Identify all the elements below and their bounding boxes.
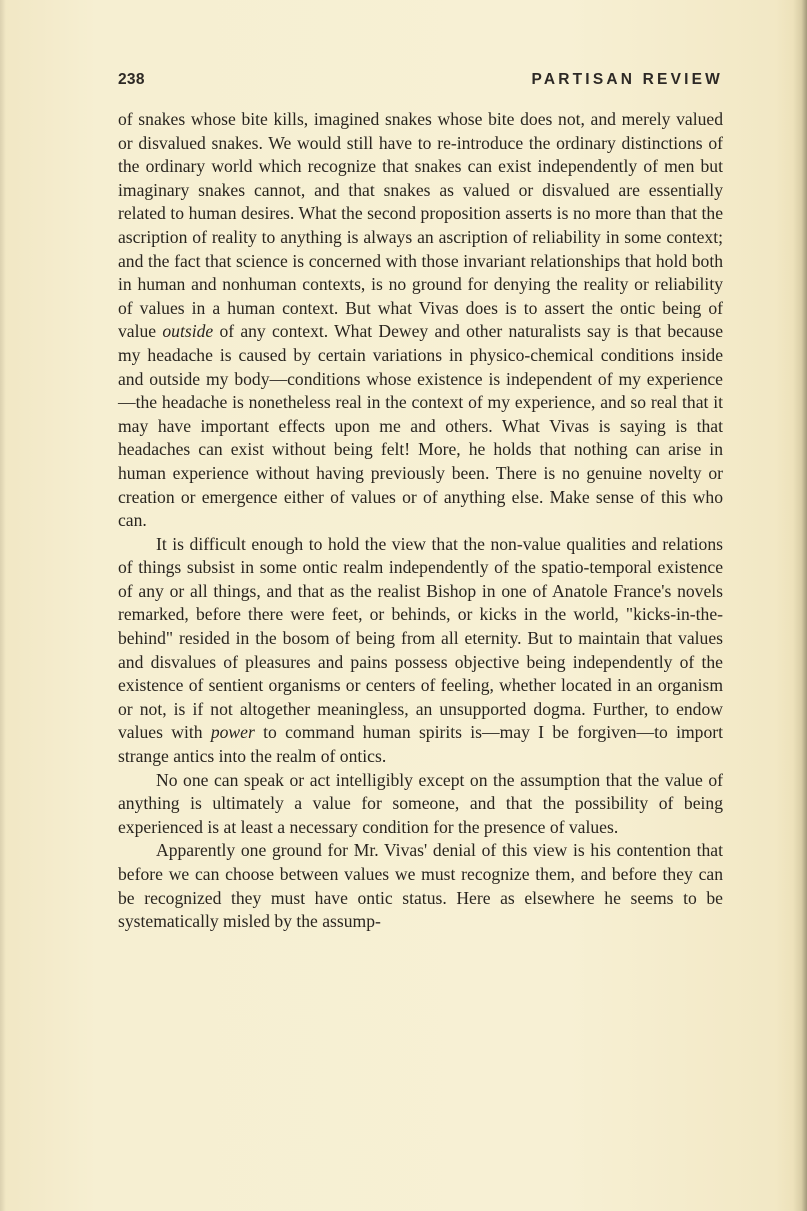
paragraph-2-tail: to command human spirits is—may I be forgiven—to import strange antics into the realm of ontics. — [118, 722, 723, 767]
running-head: PARTISAN REVIEW — [531, 71, 723, 88]
body-text — [118, 108, 723, 934]
paragraph-1-emphasis: outside — [162, 321, 214, 342]
paragraph-2 — [118, 533, 723, 769]
paragraph-4-text: Apparently one ground for Mr. Vivas' denial of this view is his contention that before we can choose between values we must recognize them, and before they can be recognized they must have ontic status. Here as elsewhere he seems to be systematically misled by the assump- — [118, 840, 723, 932]
page-header — [118, 71, 723, 97]
paragraph-1-text: of snakes whose bite kills, imagined snakes whose bite does not, and merely valued or disvalued snakes. We would still have to re-introduce the ordinary distinctions of the ordinary world which recognize that snakes can exist independently of men but imaginary snakes cannot, and that snakes as valued or disvalued are essentially related to human desires. What the second proposition asserts is no more than that the ascription of reality to anything is always an ascription of reliability in some context; and the fact that science is concerned with those invariant relationships that hold both in human and nonhuman contexts, is no ground for denying the reality or reliability of values in a human context. But what Vivas does is to assert the ontic being of value — [118, 109, 723, 342]
paragraph-3-text: No one can speak or act intelligibly except on the assumption that the value of anything is ultimately a value for someone, and that the possibility of being experienced is at least a necessary condition for the presence of values. — [118, 769, 723, 837]
paragraph-4 — [118, 839, 723, 933]
paragraph-1 — [118, 108, 723, 533]
page-gutter-shadow — [0, 0, 6, 1211]
paragraph-2-emphasis: power — [210, 722, 255, 743]
page-edge-shadow — [793, 0, 807, 1211]
paragraph-3 — [118, 769, 723, 840]
paragraph-2-text: It is difficult enough to hold the view that the non-value qualities and relations of things subsist in some ontic realm independently of the spatio-temporal existence of any or all things, and that as the realist Bishop in one of Anatole France's novels remarked, before there were feet, or behinds, or kicks in the world, "kicks-in-the-behind" resided in the bosom of being from all eternity. But to maintain that values and disvalues of pleasures and pains possess objective being independently of the existence of sentient organisms or centers of feeling, whether located in an organism or not, is if not altogether meaningless, an unsupported dogma. Further, to endow values with — [118, 533, 723, 743]
paragraph-1-tail: of any context. What Dewey and other naturalists say is that because my headache is caused by certain variations in physico-chemical conditions inside and outside my body—conditions whose existence is independent of my experience—the headache is nonetheless real in the context of my experience, and so real that it may have important effects upon me and others. What Vivas is saying is that headaches can exist without being felt! More, he holds that nothing can arise in human experience without having previously been. There is no genuine novelty or creation or emergence either of values or of anything else. Make sense of this who can. — [118, 321, 723, 531]
page-number: 238 — [118, 71, 145, 88]
